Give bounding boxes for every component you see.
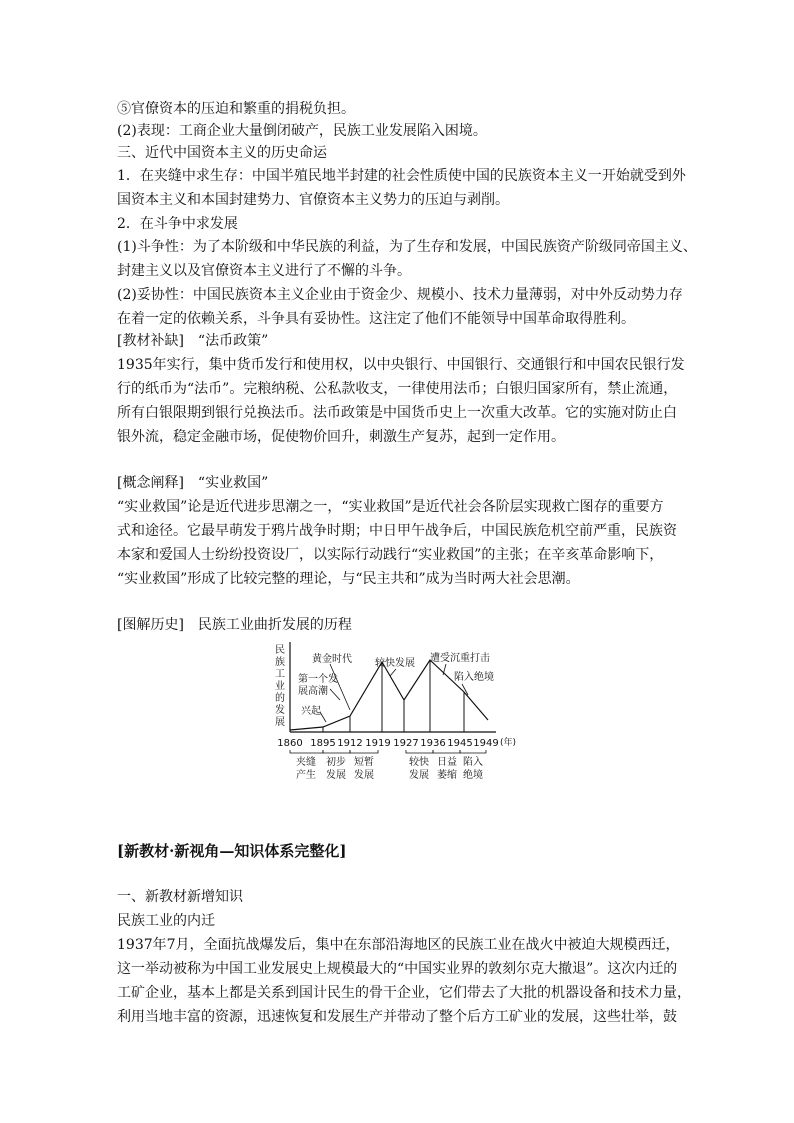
text-line: 利用当地丰富的资源，迅速恢复和发展生产并带动了整个后方工矿业的发展，这些壮举，鼓 [117, 1009, 677, 1025]
label-first-boom-1: 第一个发 [298, 674, 338, 685]
text-line: 工矿企业，基本上都是关系到国计民生的骨干企业，它们带去了大批的机器设备和技术力量， [117, 985, 691, 1001]
text-line: 1937年7月，全面抗战爆发后，集中在东部沿海地区的民族工业在战火中被迫大规模西迁， [117, 937, 680, 953]
svg-text:族: 族 [275, 657, 285, 668]
phase-bracket [433, 750, 460, 753]
text-line: 这一举动被称为中国工业发展史上规模最大的“中国实业界的敦刻尔克大撤退”。这次内迁的 [117, 961, 678, 977]
year-label: 1949 [473, 738, 499, 749]
y-axis-label [275, 644, 285, 728]
industry-development-diagram [268, 640, 528, 790]
phase-label: 萎缩 [437, 770, 457, 781]
year-label: 1912 [337, 738, 363, 749]
pointer-line [330, 664, 350, 710]
label-rapid-development: 较快发展 [375, 658, 415, 669]
phase-label: 产生 [296, 770, 316, 781]
text-line: 国资本主义和本国封建势力、官僚资本主义势力的压迫与剥削。 [117, 192, 509, 208]
phase-label: 绝境 [463, 770, 483, 781]
text-line: 行的纸币为“法币”。完粮纳税、公私款收支，一律使用法币；白银归国家所有，禁止流通， [117, 381, 678, 397]
label-golden-age: 黄金时代 [312, 654, 352, 665]
phase-bracket [290, 750, 323, 753]
svg-text:的: 的 [275, 693, 285, 704]
phase-bracket [460, 750, 486, 753]
phase-label: 日益 [437, 757, 457, 768]
text-line: ⑤官僚资本的压迫和繁重的捐税负担。 [117, 101, 355, 117]
text-line: 1．在夹缝中求生存：中国半殖民地半封建的社会性质使中国的民族资本主义一开始就受到外 [117, 168, 686, 184]
label-first-boom-2: 展高潮 [298, 686, 328, 697]
text-line: 式和途径。它最早萌发于鸦片战争时期；中日甲午战争后，中国民族危机空前严重，民族资 [117, 523, 677, 539]
text-line: 银外流，稳定金融市场，促使物价回升，刺激生产复苏，起到一定作用。 [117, 429, 565, 445]
year-label: 1927 [393, 738, 419, 749]
label-heavy-blow: 遭受沉重打击 [430, 653, 490, 664]
phase-label: 初步 [326, 757, 346, 768]
year-label: 1919 [365, 738, 391, 749]
phase-bracket [350, 750, 378, 753]
svg-text:展: 展 [275, 717, 285, 728]
text-line: [概念阐释] “实业救国” [117, 475, 269, 491]
text-line: (2)表现：工商企业大量倒闭破产，民族工业发展陷入困境。 [117, 123, 487, 139]
year-label: 1936 [420, 738, 446, 749]
text-line: “实业救国”论是近代进步思潮之一，“实业救国”是近代社会各阶层实现救亡图存的重要方 [117, 499, 664, 515]
text-line: 1935年实行，集中货币发行和使用权，以中央银行、中国银行、交通银行和中国农民银行发 [117, 357, 685, 373]
text-line: [教材补缺] “法币政策” [117, 333, 269, 349]
svg-text:业: 业 [275, 681, 285, 692]
phase-label: 短暂 [354, 757, 374, 768]
pointer-line [330, 689, 340, 700]
text-line: 所有白银限期到银行兑换法币。法币政策是中国货币史上一次重大改革。它的实施对防止白 [117, 405, 677, 421]
label-rise: 兴起 [301, 706, 321, 717]
text-line: (2)妥协性：中国民族资本主义企业由于资金少、规模小、技术力量薄弱，对中外反动势力存 [117, 287, 683, 303]
pointer-line [390, 669, 396, 676]
label-desperate: 陷入绝境 [454, 672, 494, 683]
text-line: 一、新教材新增知识 [117, 889, 243, 905]
text-line: “实业救国”形成了比较完整的理论，与“民主共和”成为当时两大社会思潮。 [117, 571, 580, 587]
text-line: [图解历史] 民族工业曲折发展的历程 [117, 617, 352, 633]
phase-label: 发展 [409, 770, 429, 781]
phase-label: 陷入 [463, 757, 483, 768]
phase-bracket [323, 750, 350, 753]
section-heading: [新教材·新视角—知识体系完整化] [117, 842, 347, 860]
text-line: 三、近代中国资本主义的历史命运 [117, 145, 327, 161]
year-label: 1945 [447, 738, 473, 749]
year-unit: (年) [500, 738, 517, 748]
svg-text:工: 工 [275, 669, 285, 680]
year-label: 1895 [310, 738, 336, 749]
phase-label: 夹缝 [296, 757, 316, 768]
svg-text:发: 发 [275, 705, 285, 716]
text-line: (1)斗争性：为了本阶级和中华民族的利益，为了生存和发展，中国民族资产阶级同帝国主义、 [117, 239, 697, 255]
phase-label: 较快 [409, 757, 429, 768]
text-line: 民族工业的内迁 [117, 913, 215, 929]
text-line: 封建主义以及官僚资本主义进行了不懈的斗争。 [117, 263, 411, 279]
phase-label: 发展 [354, 770, 374, 781]
text-line: 本家和爱国人士纷纷投资设厂，以实际行动践行“实业救国”的主张；在辛亥革命影响下， [117, 547, 664, 563]
phase-label: 发展 [326, 770, 346, 781]
phase-bracket [406, 750, 433, 753]
text-line: 在着一定的依赖关系，斗争具有妥协性。这注定了他们不能领导中国革命取得胜利。 [117, 311, 635, 327]
text-line: 2．在斗争中求发展 [117, 216, 238, 232]
year-label: 1860 [277, 738, 303, 749]
svg-text:民: 民 [275, 645, 285, 656]
